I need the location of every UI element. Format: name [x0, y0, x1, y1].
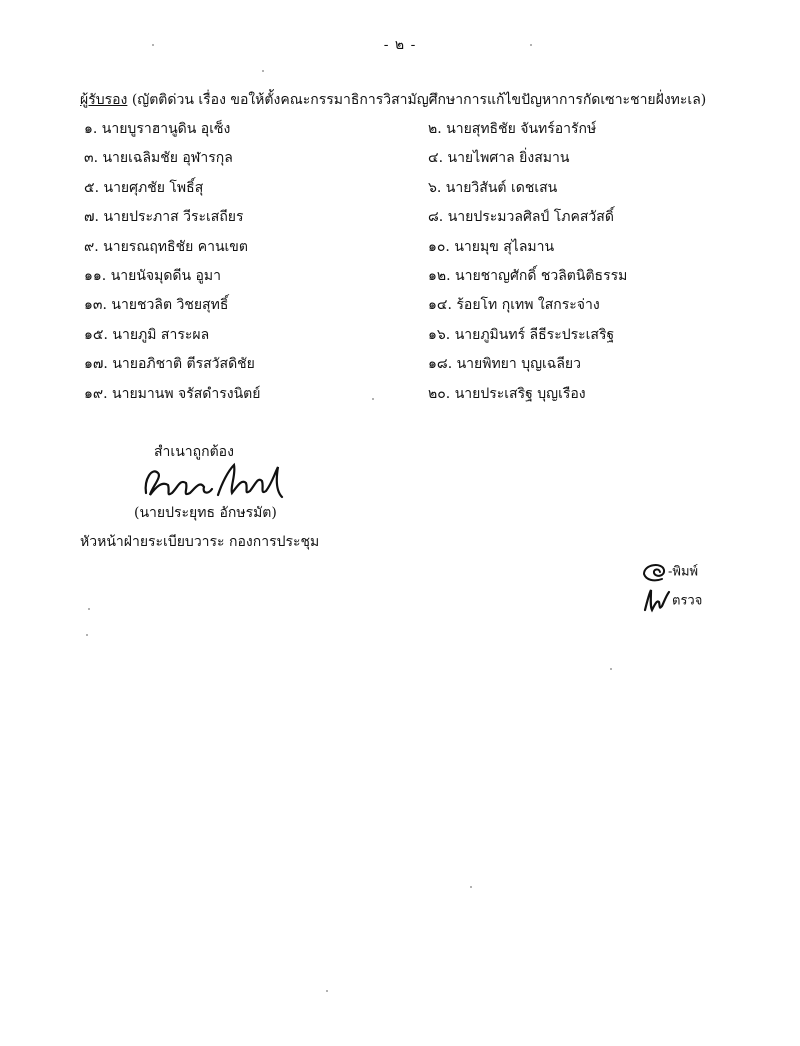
endorsers-row: [0, 177, 800, 206]
endorser-name: นายประภาส วีระเสถียร: [103, 209, 244, 226]
signer-name: (นายประยุทธ อักษรมัต): [134, 505, 277, 521]
signer-position: หัวหน้าฝ่ายระเบียบวาระ กองการประชุม: [80, 534, 320, 550]
endorser-name: นายชวลิต วิชยสุทธิ์: [111, 297, 229, 314]
endorser-number: ๑๕.: [84, 326, 108, 343]
endorser-name: นายชาญศักดิ์ ชวลิตนิติธรรม: [455, 268, 628, 284]
endorser-name: นายรณฤทธิชัย คานเขต: [103, 238, 248, 255]
endorser-number: ๑๙.: [84, 385, 108, 402]
endorser-name: ร้อยโท กุเทพ ใสกระจ่าง: [456, 297, 600, 314]
endorser-number: ๑๔.: [428, 297, 452, 314]
endorser-number: ๑๘.: [428, 356, 453, 373]
page-number: - ๒ -: [383, 37, 417, 53]
endorser-item: [428, 206, 614, 228]
endorser-item: [84, 206, 244, 228]
checked-label: ตรวจ: [672, 593, 703, 609]
endorser-item: [84, 294, 228, 316]
endorser-name: นายวิสันต์ เดชเสน: [445, 179, 558, 196]
endorser-number: ๒.: [428, 121, 442, 137]
endorsers-row: [0, 206, 800, 235]
scan-speck: [152, 44, 154, 46]
endorser-name: นายนัจมุดดีน อูมา: [110, 268, 222, 284]
scan-speck: [262, 70, 264, 72]
endorser-item: [84, 177, 203, 199]
endorsers-row: [0, 383, 800, 412]
endorsers-row: [0, 294, 800, 323]
endorser-name: นายประเสริฐ บุญเรือง: [454, 385, 586, 402]
endorsers-heading: [80, 89, 760, 111]
endorser-item: [428, 265, 627, 287]
endorser-item: [84, 118, 230, 140]
typed-label: -พิมพ์: [668, 564, 699, 580]
endorsers-row: [0, 236, 800, 265]
endorser-number: ๒๐.: [428, 385, 451, 402]
endorser-number: ๑.: [84, 121, 98, 137]
handwritten-signature: [138, 457, 288, 505]
checker-initial-mark: [642, 588, 672, 614]
endorser-name: นายมุข สุไลมาน: [454, 238, 555, 255]
endorser-item: [428, 353, 581, 375]
endorser-name: นายภูมินทร์ ลีธีระประเสริฐ: [454, 326, 615, 343]
endorser-number: ๗.: [84, 209, 99, 226]
endorser-item: [84, 265, 221, 287]
endorsers-row: [0, 147, 800, 176]
endorser-number: ๑๖.: [428, 326, 451, 343]
endorser-item: [428, 177, 557, 199]
endorser-number: ๑๒.: [428, 268, 451, 284]
scan-speck: [326, 990, 328, 992]
endorser-number: ๖.: [428, 179, 442, 196]
endorser-item: [84, 324, 209, 346]
endorsers-heading-subject: (ญัตติด่วน เรื่อง ขอให้ตั้งคณะกรรมาธิการวิสามัญศึกษาการแก้ไขปัญหาการกัดเซาะชายฝั่งทะเล): [127, 92, 707, 108]
endorser-number: ๘.: [428, 209, 444, 226]
endorser-name: นายบูราฮานูดิน อุเซ็ง: [101, 121, 231, 137]
endorser-name: นายพิทยา บุญเฉลียว: [456, 356, 581, 373]
endorser-number: ๙.: [84, 238, 99, 255]
endorsers-row: [0, 265, 800, 294]
endorser-name: นายประมวลศิลป์ โภคสวัสดิ์: [447, 209, 614, 226]
endorsers-heading-lead: ผู้รับรอง: [80, 92, 128, 108]
endorser-item: [84, 383, 260, 405]
endorser-item: [428, 236, 554, 258]
scan-speck: [610, 668, 612, 670]
endorser-number: ๑๓.: [84, 297, 107, 314]
endorser-item: [428, 324, 614, 346]
endorser-number: ๑๐.: [428, 238, 450, 255]
typist-initial-mark: [640, 560, 668, 584]
endorsers-row: [0, 353, 800, 382]
scan-speck: [470, 886, 472, 888]
checked-by-mark: [642, 588, 742, 614]
endorser-item: [428, 294, 600, 316]
endorser-name: นายศุภชัย โพธิ์สุ: [103, 179, 204, 196]
endorser-number: ๑๗.: [84, 356, 108, 373]
endorser-number: ๑๑.: [84, 268, 107, 284]
endorser-name: นายอภิชาติ ตีรสวัสดิชัย: [112, 356, 255, 373]
scan-speck: [530, 44, 532, 46]
endorser-item: [428, 147, 569, 169]
scan-speck: [86, 634, 88, 636]
endorser-number: ๕.: [84, 179, 100, 196]
endorser-name: นายสุทธิชัย จันทร์อารักษ์: [446, 121, 597, 137]
endorser-item: [428, 118, 596, 140]
certified-copy-label: สำเนาถูกต้อง: [154, 444, 234, 460]
endorser-item: [84, 236, 248, 258]
typed-by-mark: [640, 560, 740, 586]
endorsers-row: [0, 324, 800, 353]
endorser-item: [428, 383, 586, 405]
endorsers-row: [0, 118, 800, 147]
endorser-name: นายมานพ จรัสดำรงนิตย์: [112, 385, 261, 402]
endorser-number: ๓.: [84, 150, 99, 167]
endorser-name: นายเฉลิมชัย อุฬารกุล: [102, 150, 233, 167]
endorser-name: นายภูมิ สาระผล: [112, 326, 210, 343]
endorser-item: [84, 147, 233, 169]
endorser-number: ๔.: [428, 150, 444, 167]
endorser-name: นายไพศาล ยิ่งสมาน: [447, 150, 570, 167]
scan-speck: [372, 398, 374, 400]
endorser-item: [84, 353, 255, 375]
scan-speck: [88, 608, 90, 610]
